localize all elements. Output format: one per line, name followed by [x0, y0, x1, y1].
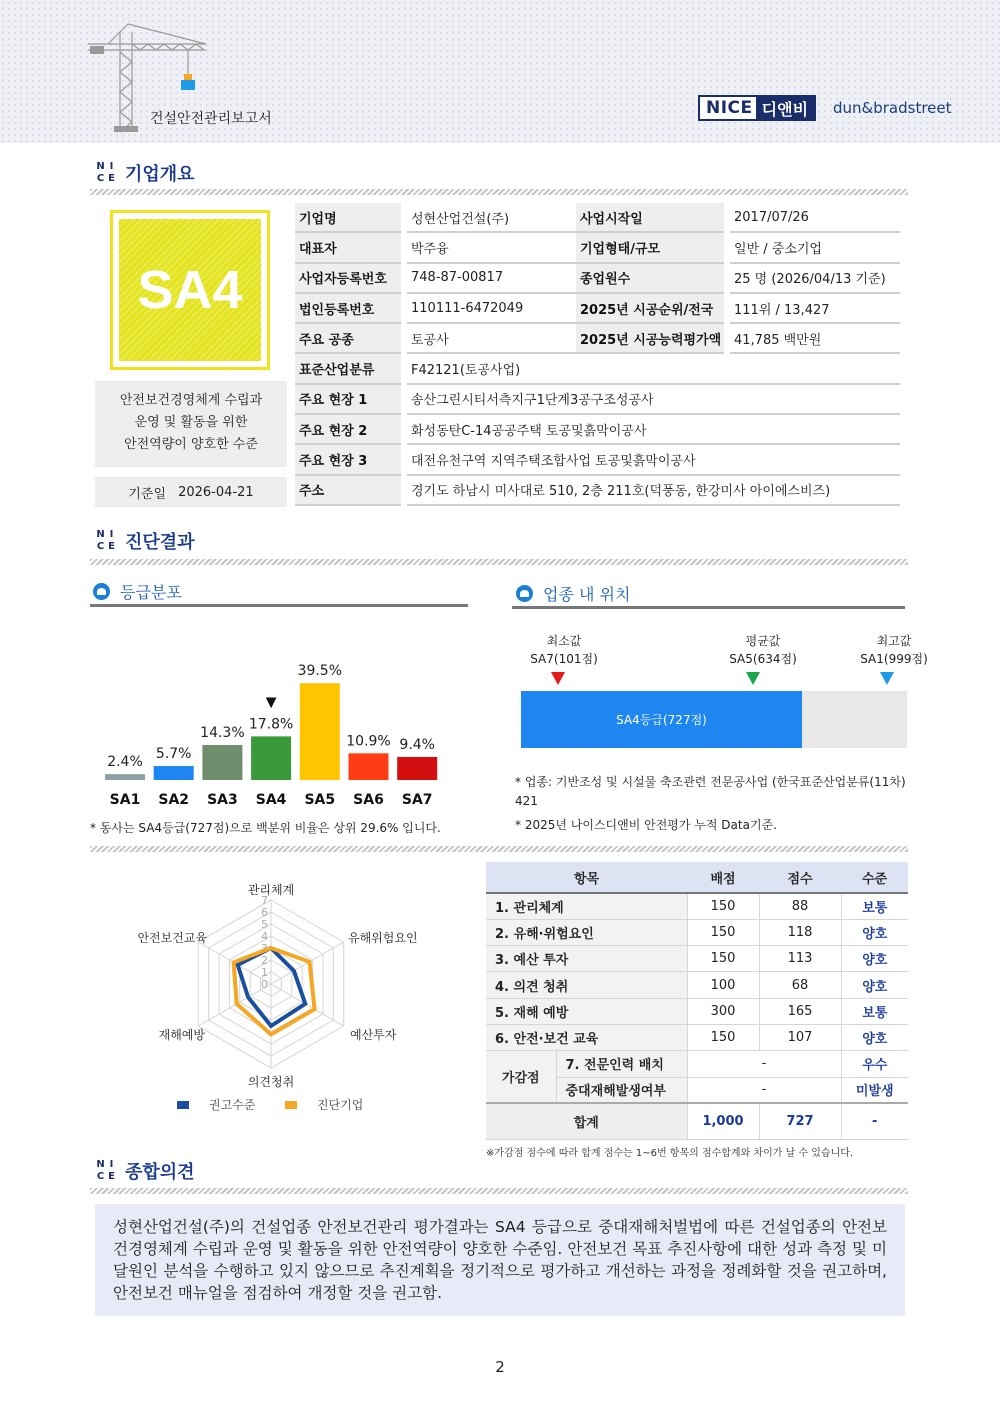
page-number: 2	[495, 1358, 505, 1376]
grade-badge-text: SA4	[119, 219, 261, 361]
section-header-overview	[95, 160, 195, 186]
table-cell: 가감점	[486, 1051, 556, 1104]
table-cell: 150	[687, 946, 759, 972]
table-cell: 3. 예산 투자	[486, 946, 687, 972]
info-value: 성현산업건설(주)	[407, 203, 576, 233]
grade-desc-line: 안전역량이 양호한 수준	[124, 437, 258, 452]
legend-label: 권고수준	[209, 1098, 256, 1112]
grade-desc-line: 안전보건경영체계 수립과	[119, 393, 263, 408]
avg-marker-icon	[746, 672, 760, 685]
column-header: 항목	[486, 862, 687, 893]
info-label: 2025년 시공능력평가액	[576, 324, 724, 354]
table-cell: 113	[759, 946, 841, 972]
category-label: SA5	[304, 792, 336, 808]
info-label: 기업형태/규모	[576, 233, 724, 263]
table-cell: 300	[687, 998, 759, 1024]
info-value: 25 명 (2026/04/13 기준)	[730, 264, 900, 294]
info-label: 법인등록번호	[295, 294, 401, 324]
bullet-icon	[516, 585, 533, 602]
table-cell: 5. 재해 예방	[486, 998, 687, 1024]
info-value: 111위 / 13,427	[730, 294, 900, 324]
table-cell: 합계	[486, 1103, 687, 1139]
table-total-row	[486, 1103, 908, 1139]
radar-tick-label: 3	[261, 942, 268, 955]
grade-description	[95, 381, 287, 467]
base-date-value: 2026-04-21	[178, 484, 254, 500]
table-cell: 우수	[841, 1051, 908, 1077]
category-label: SA2	[158, 792, 190, 808]
radar-tick-label: 5	[261, 918, 268, 931]
max-marker-icon	[880, 672, 894, 685]
nice-mark-icon: N I C E	[96, 1159, 115, 1182]
page-header	[0, 0, 1000, 143]
info-label: 주요 현장 2	[295, 415, 401, 445]
column-header: 수준	[841, 862, 908, 893]
radar-tick-label: 7	[261, 894, 268, 907]
info-label: 표준산업분류	[295, 354, 401, 384]
company-info-grid	[295, 203, 906, 506]
radar-axis-label: 예산투자	[350, 1028, 397, 1042]
info-value: 토공사	[407, 324, 576, 354]
table-row	[486, 1024, 908, 1050]
info-value: 송산그린시티서측지구1단계3공구조성공사	[407, 385, 900, 415]
subsection-header-grade-dist	[93, 580, 182, 603]
info-value: 41,785 백만원	[730, 324, 900, 354]
info-row	[295, 385, 906, 415]
bar-value-label: 2.4%	[107, 754, 143, 771]
table-cell: -	[687, 1077, 841, 1103]
table-cell: 1,000	[687, 1103, 759, 1139]
radar-axis-label: 관리체계	[247, 883, 295, 897]
info-row	[295, 476, 906, 506]
info-row	[295, 203, 906, 233]
table-cell: 150	[687, 919, 759, 945]
radar-chart	[130, 874, 430, 1096]
table-note: ※가감점 점수에 따라 합계 점수는 1~6번 항목의 점수합계와 차이가 날 수 있습니다.	[486, 1148, 854, 1159]
section-divider	[90, 189, 908, 195]
table-cell: 118	[759, 919, 841, 945]
radar-legend-item	[177, 1096, 255, 1113]
table-cell: 6. 안전·보건 교육	[486, 1024, 687, 1050]
grade-distribution-chart	[95, 640, 455, 818]
bar-sa7	[397, 757, 437, 780]
table-cell: 150	[687, 893, 759, 919]
grade-desc-line: 운영 및 활동을 위한	[134, 415, 248, 430]
industry-note: * 업종: 기반조성 및 시설물 축조관련 전문공사업 (한국표준산업분류(11차) 421	[515, 775, 906, 808]
subsection-title: 등급분포	[120, 583, 182, 602]
bar-sa2	[154, 766, 194, 780]
table-cell: 88	[759, 893, 841, 919]
data-source-note: * 2025년 나이스디앤비 안전평가 누적 Data기준.	[515, 818, 777, 832]
avg-value-label: 평균값 SA5(634점)	[729, 634, 797, 666]
table-row	[486, 998, 908, 1024]
min-marker-icon	[551, 672, 565, 685]
position-bar-label: SA4등급(727점)	[616, 713, 707, 727]
subsection-title: 업종 내 위치	[543, 585, 631, 604]
info-value: 110111-6472049	[407, 294, 576, 324]
info-row	[295, 354, 906, 384]
info-value: 경기도 하남시 미사대로 510, 2층 211호(덕풍동, 한강미사 아이에스비즈)	[407, 476, 900, 506]
info-row	[295, 264, 906, 294]
info-label: 주요 공종	[295, 324, 401, 354]
info-label: 사업시작일	[576, 203, 724, 233]
info-row	[295, 294, 906, 324]
info-value: 화성동탄C-14공공주택 토공및흙막이공사	[407, 415, 900, 445]
logo-text-dnb: 디앤비	[756, 97, 814, 119]
table-cell: 4. 의견 청취	[486, 972, 687, 998]
info-value: 박주융	[407, 233, 576, 263]
info-label: 사업자등록번호	[295, 264, 401, 294]
info-row	[295, 233, 906, 263]
table-cell: 2. 유해·위험요인	[486, 919, 687, 945]
base-date	[95, 477, 287, 507]
report-title: 건설안전관리보고서	[150, 111, 272, 127]
bar-sa1	[105, 774, 145, 780]
radar-tick-label: 2	[261, 954, 268, 967]
table-cell: 1. 관리체계	[486, 893, 687, 919]
bullet-icon	[93, 583, 110, 600]
bar-value-label: 14.3%	[200, 724, 245, 741]
radar-tick-label: 1	[261, 966, 268, 979]
info-value: 일반 / 중소기업	[730, 233, 900, 263]
radar-tick-label: 0	[261, 978, 268, 991]
table-cell: 양호	[841, 946, 908, 972]
section-header-summary	[95, 1158, 195, 1184]
table-cell: 107	[759, 1024, 841, 1050]
bar-sa3	[202, 745, 242, 780]
category-label: SA3	[207, 792, 238, 808]
score-table	[486, 862, 908, 1140]
table-cell: 100	[687, 972, 759, 998]
info-value: 대전유천구역 지역주택조합사업 토공및흙막이공사	[407, 445, 900, 475]
bar-value-label: 9.4%	[399, 736, 435, 753]
info-label: 주요 현장 3	[295, 445, 401, 475]
section-divider	[90, 559, 908, 565]
min-value-label: 최소값 SA7(101점)	[530, 634, 598, 666]
table-cell: 727	[759, 1103, 841, 1139]
info-row	[295, 445, 906, 475]
section-divider	[90, 846, 908, 852]
radar-tick-label: 4	[261, 930, 268, 943]
nice-dnb-logo	[698, 95, 816, 121]
category-label: SA7	[401, 792, 433, 808]
legend-swatch	[177, 1101, 189, 1109]
table-row	[486, 946, 908, 972]
table-cell: 7. 전문인력 배치	[556, 1051, 687, 1077]
subsection-underline	[90, 604, 468, 607]
bar-value-label: 39.5%	[297, 663, 343, 680]
info-label: 종업원수	[576, 264, 724, 294]
base-date-label: 기준일	[128, 486, 167, 502]
subsection-header-industry-pos	[516, 582, 630, 605]
max-value-label: 최고값 SA1(999점)	[860, 634, 928, 666]
category-label: SA4	[255, 792, 287, 808]
info-label: 주요 현장 1	[295, 385, 401, 415]
info-value: F42121(토공사업)	[407, 354, 900, 384]
section-divider	[90, 1188, 908, 1194]
table-header-row	[486, 862, 908, 893]
info-row	[295, 324, 906, 354]
category-label: SA1	[109, 792, 141, 808]
table-cell: 165	[759, 998, 841, 1024]
info-label: 주소	[295, 476, 401, 506]
table-row	[486, 1051, 908, 1077]
section-title: 종합의견	[125, 1162, 195, 1183]
subsection-underline	[512, 606, 905, 609]
grade-dist-note: * 동사는 SA4등급(727점)으로 백분위 비율은 상위 29.6% 입니다.	[90, 821, 441, 835]
position-fill-bar	[521, 691, 802, 748]
column-header: 배점	[687, 862, 759, 893]
info-row	[295, 415, 906, 445]
bar-value-label: 10.9%	[346, 733, 391, 750]
dun-bradstreet-logo: dun&bradstreet	[833, 99, 952, 117]
bar-sa6	[349, 753, 389, 780]
table-cell: 68	[759, 972, 841, 998]
bar-value-label: 5.7%	[155, 746, 192, 763]
bar-sa5	[300, 683, 340, 780]
info-label: 대표자	[295, 233, 401, 263]
nice-mark-icon: N I C E	[96, 161, 115, 184]
info-label: 기업명	[295, 203, 401, 233]
bar-sa4	[251, 736, 291, 780]
table-cell: 보통	[841, 893, 908, 919]
nice-mark-icon: N I C E	[96, 529, 115, 552]
info-label: 2025년 시공순위/전국	[576, 294, 724, 324]
radar-legend-item	[285, 1096, 363, 1113]
legend-label: 진단기업	[317, 1098, 364, 1112]
radar-axis-label: 안전보건교육	[137, 931, 207, 945]
column-header: 점수	[759, 862, 841, 893]
table-cell: -	[687, 1051, 841, 1077]
category-label: SA6	[353, 792, 384, 808]
radar-axis-label: 의견청취	[247, 1075, 295, 1089]
legend-swatch	[285, 1101, 297, 1109]
grade-badge	[110, 210, 270, 370]
table-cell: 양호	[841, 919, 908, 945]
section-title: 기업개요	[125, 164, 195, 185]
section-title: 진단결과	[125, 532, 195, 553]
table-cell: 양호	[841, 972, 908, 998]
table-row	[486, 893, 908, 919]
radar-tick-label: 6	[261, 906, 268, 919]
bar-value-label: 17.8%	[248, 716, 294, 733]
logo-text-nice: NICE	[706, 98, 753, 118]
table-cell: 양호	[841, 1024, 908, 1050]
table-row	[486, 972, 908, 998]
table-cell: 미발생	[841, 1077, 908, 1103]
summary-text: 성현산업건설(주)의 건설업종 안전보건관리 평가결과는 SA4 등급으로 중대재해처벌법에 따른 건설업종의 안전보건경영체계 수립과 운영 및 활동을 위한 안전역량이 양호한 수준임. 안전보건 목표 추진사항에 대한 성과 측정 및 미달원인 분석을 수행하고 있지 않으므로 추진계획을 정기적으로 평가하고 개선하는 과정을 정례화할 것을 권고하며, 안전보건 매뉴얼을 점검하여 개정할 것을 권고함.	[95, 1204, 905, 1316]
radar-axis-label: 재해예방	[158, 1028, 205, 1042]
table-cell: 중대재해발생여부	[556, 1077, 687, 1103]
table-row	[486, 919, 908, 945]
section-header-diagnosis	[95, 528, 195, 554]
table-cell: -	[841, 1103, 908, 1139]
radar-axis-label: 유해위험요인	[348, 931, 418, 945]
info-value: 2017/07/26	[730, 203, 900, 233]
table-cell: 보통	[841, 998, 908, 1024]
info-value: 748-87-00817	[407, 264, 576, 294]
table-cell: 150	[687, 1024, 759, 1050]
current-grade-marker-icon: ▼	[265, 694, 277, 711]
